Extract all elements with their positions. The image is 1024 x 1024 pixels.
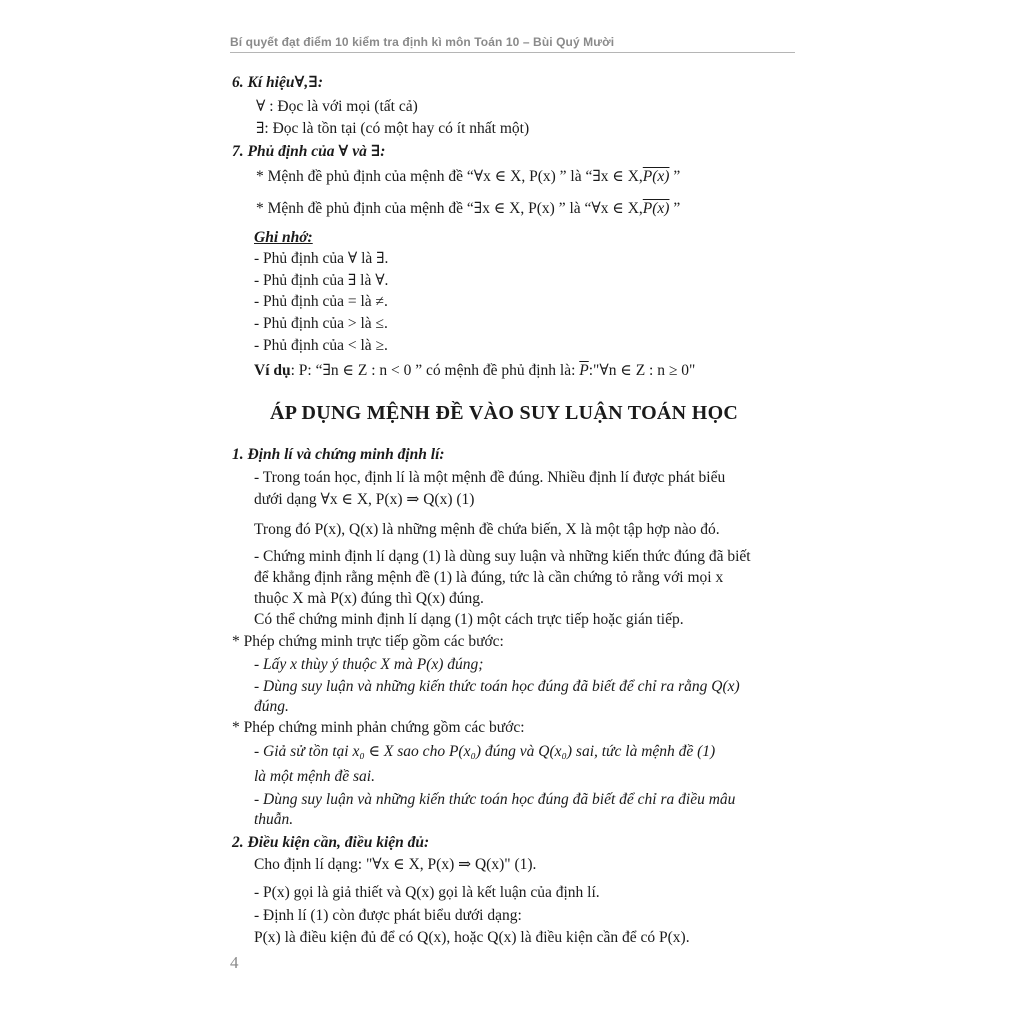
negated-predicate: P(x) <box>642 200 670 217</box>
remember-item: - Phủ định của ∀ là ∃. <box>254 250 389 267</box>
section-7-line-1-text: * Mệnh đề phủ định của mệnh đề “∀x ∈ X, P(x) ” là “∃x ∈ X, <box>256 168 643 185</box>
remember-item: - Phủ định của < là ≥. <box>254 337 388 354</box>
section-title: ÁP DỤNG MỆNH ĐỀ VÀO SUY LUẬN TOÁN HỌC <box>270 402 739 424</box>
section-7-line-2 <box>256 199 680 219</box>
example-label: Ví dụ <box>254 362 291 379</box>
part-2-line: P(x) là điều kiện đủ để có Q(x), hoặc Q(x) là điều kiện cần để có P(x). <box>254 929 690 946</box>
section-7-line-1-end: ” <box>669 168 681 185</box>
contradiction-step: - Dùng suy luận và những kiến thức toán học đúng đã biết để chỉ ra điều mâu <box>254 791 736 808</box>
part-2-heading: 2. Điều kiện cần, điều kiện đủ: <box>232 834 430 851</box>
page-number: 4 <box>230 953 239 972</box>
part-1-line: để khẳng định rằng mệnh đề (1) là đúng, tức là cần chứng tỏ rằng với mọi x <box>254 569 724 586</box>
section-6-line-1: ∀ : Đọc là với mọi (tất cả) <box>256 98 418 115</box>
part-1-line: - Trong toán học, định lí là một mệnh đề đúng. Nhiều định lí được phát biểu <box>254 469 726 486</box>
contradiction-step: - Giả sử tồn tại x₀ ∈ X sao cho P(x₀) đúng và Q(x₀) sai, tức là mệnh đề (1) <box>254 743 716 760</box>
section-7-heading: 7. Phủ định của ∀ và ∃: <box>232 143 386 160</box>
remember-item: - Phủ định của = là ≠. <box>254 293 388 310</box>
negation-symbol: $\overline{P}$ <box>579 362 589 379</box>
direct-proof-step: - Lấy x thùy ý thuộc X mà P(x) đúng; <box>254 656 484 673</box>
negated-predicate: P(x) <box>642 168 670 185</box>
direct-proof-heading: * Phép chứng minh trực tiếp gồm các bước: <box>232 633 504 650</box>
section-6-line-2: ∃: Đọc là tồn tại (có một hay có ít nhất một) <box>256 120 530 137</box>
example-line <box>254 361 695 381</box>
part-2-line: - Định lí (1) còn được phát biểu dưới dạng: <box>254 907 522 924</box>
part-1-line: thuộc X mà P(x) đúng thì Q(x) đúng. <box>254 590 484 607</box>
example-text: : P: “∃n ∈ Z : n < 0 ” có mệnh đề phủ định là: <box>290 362 580 379</box>
running-header: Bí quyết đạt điểm 10 kiểm tra định kì môn Toán 10 – Bùi Quý Mười <box>230 35 615 49</box>
part-1-line: Trong đó P(x), Q(x) là những mệnh đề chứa biến, X là một tập hợp nào đó. <box>254 521 720 538</box>
example-negation: :"∀n ∈ Z : n ≥ 0" <box>588 362 696 379</box>
remember-item: - Phủ định của > là ≤. <box>254 315 388 332</box>
section-7-line-1 <box>256 167 680 187</box>
direct-proof-step: - Dùng suy luận và những kiến thức toán học đúng đã biết để chỉ ra rằng Q(x) <box>254 678 740 695</box>
part-1-line: - Chứng minh định lí dạng (1) là dùng suy luận và những kiến thức đúng đã biết <box>254 548 751 565</box>
contradiction-step: là một mệnh đề sai. <box>254 768 375 785</box>
part-1-heading: 1. Định lí và chứng minh định lí: <box>232 446 445 463</box>
remember-heading: Ghi nhớ: <box>254 229 313 246</box>
part-2-line: - P(x) gọi là giả thiết và Q(x) gọi là kết luận của định lí. <box>254 884 600 901</box>
direct-proof-step: đúng. <box>254 698 289 715</box>
part-2-line: Cho định lí dạng: "∀x ∈ X, P(x) ⇒ Q(x)" (1). <box>254 856 537 873</box>
section-6-heading: 6. Kí hiệu∀,∃: <box>232 74 324 91</box>
remember-item: - Phủ định của ∃ là ∀. <box>254 272 389 289</box>
header-rule <box>230 52 795 53</box>
section-7-line-2-end: ” <box>669 200 681 217</box>
contradiction-proof-heading: * Phép chứng minh phản chứng gồm các bước: <box>232 719 525 736</box>
part-1-line: Có thể chứng minh định lí dạng (1) một cách trực tiếp hoặc gián tiếp. <box>254 611 684 628</box>
part-1-line: dưới dạng ∀x ∈ X, P(x) ⇒ Q(x) (1) <box>254 491 475 508</box>
section-7-line-2-text: * Mệnh đề phủ định của mệnh đề “∃x ∈ X, P(x) ” là “∀x ∈ X, <box>256 200 643 217</box>
contradiction-step: thuẫn. <box>254 811 294 828</box>
